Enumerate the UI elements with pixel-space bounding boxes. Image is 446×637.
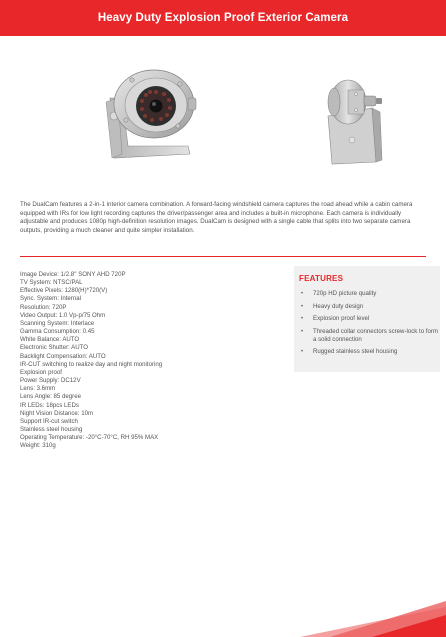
spec-item: Weight: 310g xyxy=(20,442,56,450)
feature-text: Heavy duty design xyxy=(313,302,364,310)
feature-item xyxy=(299,348,439,356)
section-divider xyxy=(20,256,426,257)
spec-item: Lens: 3.6mm xyxy=(20,385,56,393)
spec-item: Support IR-cut switch xyxy=(20,417,78,425)
bullet-icon: • xyxy=(301,328,304,336)
feature-item xyxy=(299,328,439,343)
page-title: Heavy Duty Explosion Proof Exterior Camera xyxy=(97,12,349,24)
spec-item: White Balance: AUTO xyxy=(20,336,80,344)
spec-item: IR-CUT switching to realize day and night monitoring xyxy=(20,360,163,368)
spec-list xyxy=(20,271,290,450)
spec-item: Power Supply: DC12V xyxy=(20,377,81,385)
spec-item: IR LEDs: 18pcs LEDs xyxy=(20,401,79,409)
feature-text: Explosion proof level xyxy=(313,315,370,323)
corner-accent-graphic xyxy=(0,597,446,637)
spec-item: Operating Temperature: -20°C-70°C, RH 95% MAX xyxy=(20,434,159,442)
features-box xyxy=(294,266,440,372)
bullet-icon: • xyxy=(301,290,304,297)
spec-item: Lens Angle: 85 degree xyxy=(20,393,81,401)
spec-item: Scanning System: Interlace xyxy=(20,319,95,327)
spec-item: Stainless steel housing xyxy=(20,425,83,433)
feature-text: Rugged stainless steel housing xyxy=(313,348,398,356)
feature-item xyxy=(299,290,439,298)
features-heading: FEATURES xyxy=(299,274,344,283)
bullet-icon: • xyxy=(301,302,304,310)
spec-item: Video Output: 1.0 Vp-p/75 Ohm xyxy=(20,311,106,319)
spec-item: Effective Pixels: 1280(H)*720(V) xyxy=(20,287,108,295)
spec-item: Explosion proof xyxy=(20,368,63,376)
title-bar xyxy=(0,0,446,36)
bullet-icon: • xyxy=(301,315,304,323)
spec-item: Resolution: 720P xyxy=(20,303,67,311)
spec-item: Electronic Shutter: AUTO xyxy=(20,344,88,352)
bullet-icon: • xyxy=(301,348,304,356)
spec-item: TV System: NTSC/PAL xyxy=(20,279,83,287)
features-list xyxy=(299,290,439,361)
camera-front-photo xyxy=(92,58,202,170)
feature-text: 720p HD picture quality xyxy=(313,290,377,297)
product-description: The DualCam features a 2-in-1 interior camera combination. A forward-facing windshield camera captures the road ahead while a cabin camera equipped with IRs for low light recording captures the driver/passenger area and includes a built-in microphone. Each camera is individually adjustable and produces 1080p high-definition resolution images. DualCam is designed with a single cable that splits into two separate camera outputs, providing a much cleaner and quite simpler installation. xyxy=(20,201,413,234)
spec-item: Backlight Compensation: AUTO xyxy=(20,352,106,360)
spec-item: Sync. System: Internal xyxy=(20,295,81,303)
feature-text: Threaded collar connectors screw-lock to form a solid connection xyxy=(313,328,438,343)
spec-item: Gamma Consumption: 0.45 xyxy=(20,328,95,336)
spec-item: Night Vision Distance: 10m xyxy=(20,409,94,417)
spec-item: Image Device: 1/2.8'' SONY AHD 720P xyxy=(20,271,126,278)
feature-item xyxy=(299,303,439,311)
camera-side-photo xyxy=(318,72,390,168)
feature-item xyxy=(299,315,439,323)
